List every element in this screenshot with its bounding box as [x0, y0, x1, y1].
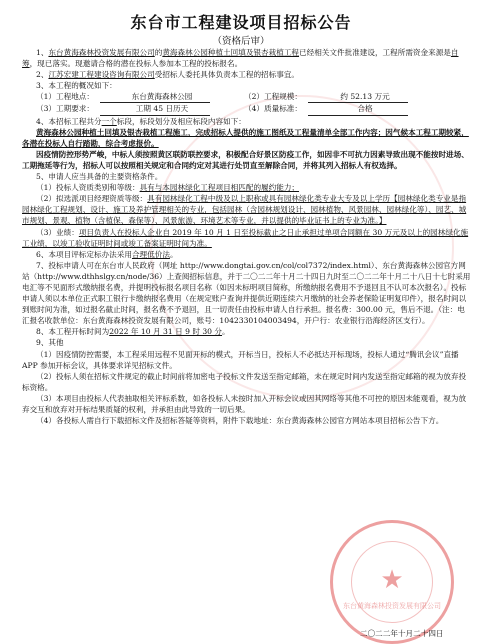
text: （2）拟选派项目经理资质等级：: [36, 194, 148, 204]
section-count: 一个: [101, 116, 117, 126]
section-3: 3、本工程的概况如下：: [36, 81, 117, 91]
section-8: [22, 326, 472, 337]
overview-row-2: [22, 103, 472, 115]
seal-text: 东台黄海森林投资发展有限公司: [343, 602, 441, 610]
location-value: 东台黄海森林公园: [100, 91, 210, 103]
other-4: （4）各投标人需自行下载招标文件及招标答疑等资料，附件下载地址：东台黄海森林公园官方网站本项目招标公告下方。: [36, 416, 444, 426]
section-4-content: 黄海森林公园种植土回填及银杏栽植工程施工，完成招标人提供的施工图纸及工程量清单全部工作内容；因气候本工程工期较紧，各潜在投标人自行踏勘，综合考虑报价。: [22, 127, 469, 148]
epidemic-note: 因疫情防控形势严峻，中标人须按照黄区联防联控要求，积极配合好景区防疫工作，如因非不可抗力因素导致出现不能按时进场、工期拖延等行为，招标人可以按照相关规定和合同约定对其进行处罚直至解除合同，并将其列入招标人有权选择。: [22, 149, 469, 170]
qualification-2: [22, 193, 472, 226]
other-1: （1）因疫情防控需要，本工程采用远程不见面开标的模式，开标当日，投标人不必抵达开标现场，投标人通过“腾讯会议”直播 APP 参加开标会议，具体要求详见招标文件。: [22, 349, 459, 370]
section-7: 7、投标申请人可在东台市人民政府（网址 http://www.dongtai.gov.cn/col/col7372/index.html）、东台黄海森林公园官方网站（http://www.dthhslgy.cn/node/36）上查阅招标信息，并于二〇二二年十月二十四日九时至二〇二二年十月二十八日十七时采用电汇等不见面形式缴纳报名费，并提明投标报名项目名称（如因未标明项目简称，所缴纳报名费用不予退回且不认可本次报名）。投标申请人须以本单位正式职工银行卡缴纳报名费用（在规定账户查询并提供近期连续六月缴纳的社会养老保险证明复印件），报名时间以到账时间为准，如过报名截止时间，报名费不予退回，且一切责任由投标申请人自行承担。报名费：300.00 元，售后不退。（注：电汇报名收款单位：东台黄海森林投资发展有限公司，账号：1042330104003494，开户行：农业银行沿海经济区支行）。: [22, 260, 471, 326]
text: 2、: [36, 70, 49, 80]
period-value: 工期 45 日历天: [100, 103, 210, 115]
qualification-2-value: 具有园林绿化工程中级及以上职称或具有园林绿化类专业大专及以上学历【园林绿化类专业是指园林绿化工程规划、设计、施工及养护管理相关的专业，包括园林（含园林规划设计、园林植物、风景园林、园林绿化等）、园艺、城市规划、景观、植物（含植保、森保等）、风景旅游、环境艺术等专业，并以提供的毕业证书上的专业为准。】: [22, 194, 467, 226]
evaluation-method: 合理低价法: [131, 249, 170, 259]
overview-row-1: [22, 91, 472, 103]
text: （1）投标人资质类别和等级：: [36, 183, 140, 193]
section-2: [22, 69, 472, 80]
qualification-1: [22, 182, 472, 193]
announcement-body: [22, 47, 472, 426]
qualification-3: [22, 227, 472, 249]
text: 1、: [36, 48, 49, 57]
text: 已经相关文件批准建设，工程所需资金来源是: [299, 48, 451, 57]
quality-value: 合格: [308, 103, 408, 115]
text: ，现已落实。现邀请合格的潜在投标人参加本工程的投标报名。: [29, 59, 243, 69]
page-title: 东台市工程建设项目招标公告: [130, 13, 352, 32]
quality-label: （4）质量标准：: [244, 104, 302, 114]
qualification-1-value: 具有与本园林绿化工程项目相匹配的履约能力；: [139, 183, 300, 193]
scale-label: （2）工程规模：: [244, 92, 302, 102]
agent-name: 江苏宏建工程建设咨询有限公司: [48, 70, 155, 80]
text: 4、本招标工程共分: [36, 116, 102, 126]
text: 受招标人委托具体负责本工程的招标事宜。: [154, 70, 300, 80]
section-6: [22, 249, 472, 260]
official-seal: [330, 520, 454, 644]
seal-star-icon: ★: [380, 565, 404, 595]
period-label: （3）工期要求：: [36, 104, 94, 114]
owner-name: 东台黄海森林投资发展有限公司: [48, 48, 155, 57]
location-label: （1）工程地点：: [36, 92, 94, 102]
section-5: 5、申请人应当具备的主要资格条件。: [36, 172, 163, 182]
opening-time: 2022 年 10 月 31 日 9 时 30 分: [109, 327, 223, 337]
text: 标段，标段划分及相应标段内容如下：: [116, 116, 246, 126]
other-3: （3）本项目由投标人代表抽取相关评标系数，如各投标人未按时加入开标会议或因其网络等其他不可控的原因未能观看，视为放弃交互和放弃对开标结果质疑的权利，并承担由此导致的一切后果。: [22, 393, 467, 414]
other-2: （2）投标人须在招标文件规定的截止时间前将加密电子投标文件发送至指定邮箱，未在规定时间内发送至指定邮箱的视为放弃投标资格。: [22, 371, 467, 392]
section-4: [22, 116, 472, 127]
section-9: 9、其他: [36, 338, 64, 348]
fund-source: 自筹: [22, 48, 459, 69]
section-1: [22, 47, 472, 69]
text: （3）业绩：: [36, 227, 79, 237]
text: 的: [154, 48, 163, 57]
project-name: 黄海森林公园种植土回填及银杏栽植工程: [162, 48, 300, 57]
text: 。: [222, 327, 230, 337]
text: 6、本项目评标定标办法采用: [36, 249, 132, 259]
qualification-3-value: 项目负责人在投标人企业自 2019 年 10 月 1 日至投标截止之日止承担过单项合同额在 30 万元及以上的园林绿化施工业绩，以竣工验收证明时间或竣工备案证明时间为准。: [22, 227, 469, 248]
scale-value: 约 52.13 万元: [308, 91, 408, 103]
page-subtitle: （资格后审）: [212, 36, 270, 47]
text: 8、本工程开标时间为: [36, 327, 110, 337]
issue-date: 二〇二二年十月二十四日: [360, 629, 444, 638]
text: 。: [169, 249, 178, 259]
